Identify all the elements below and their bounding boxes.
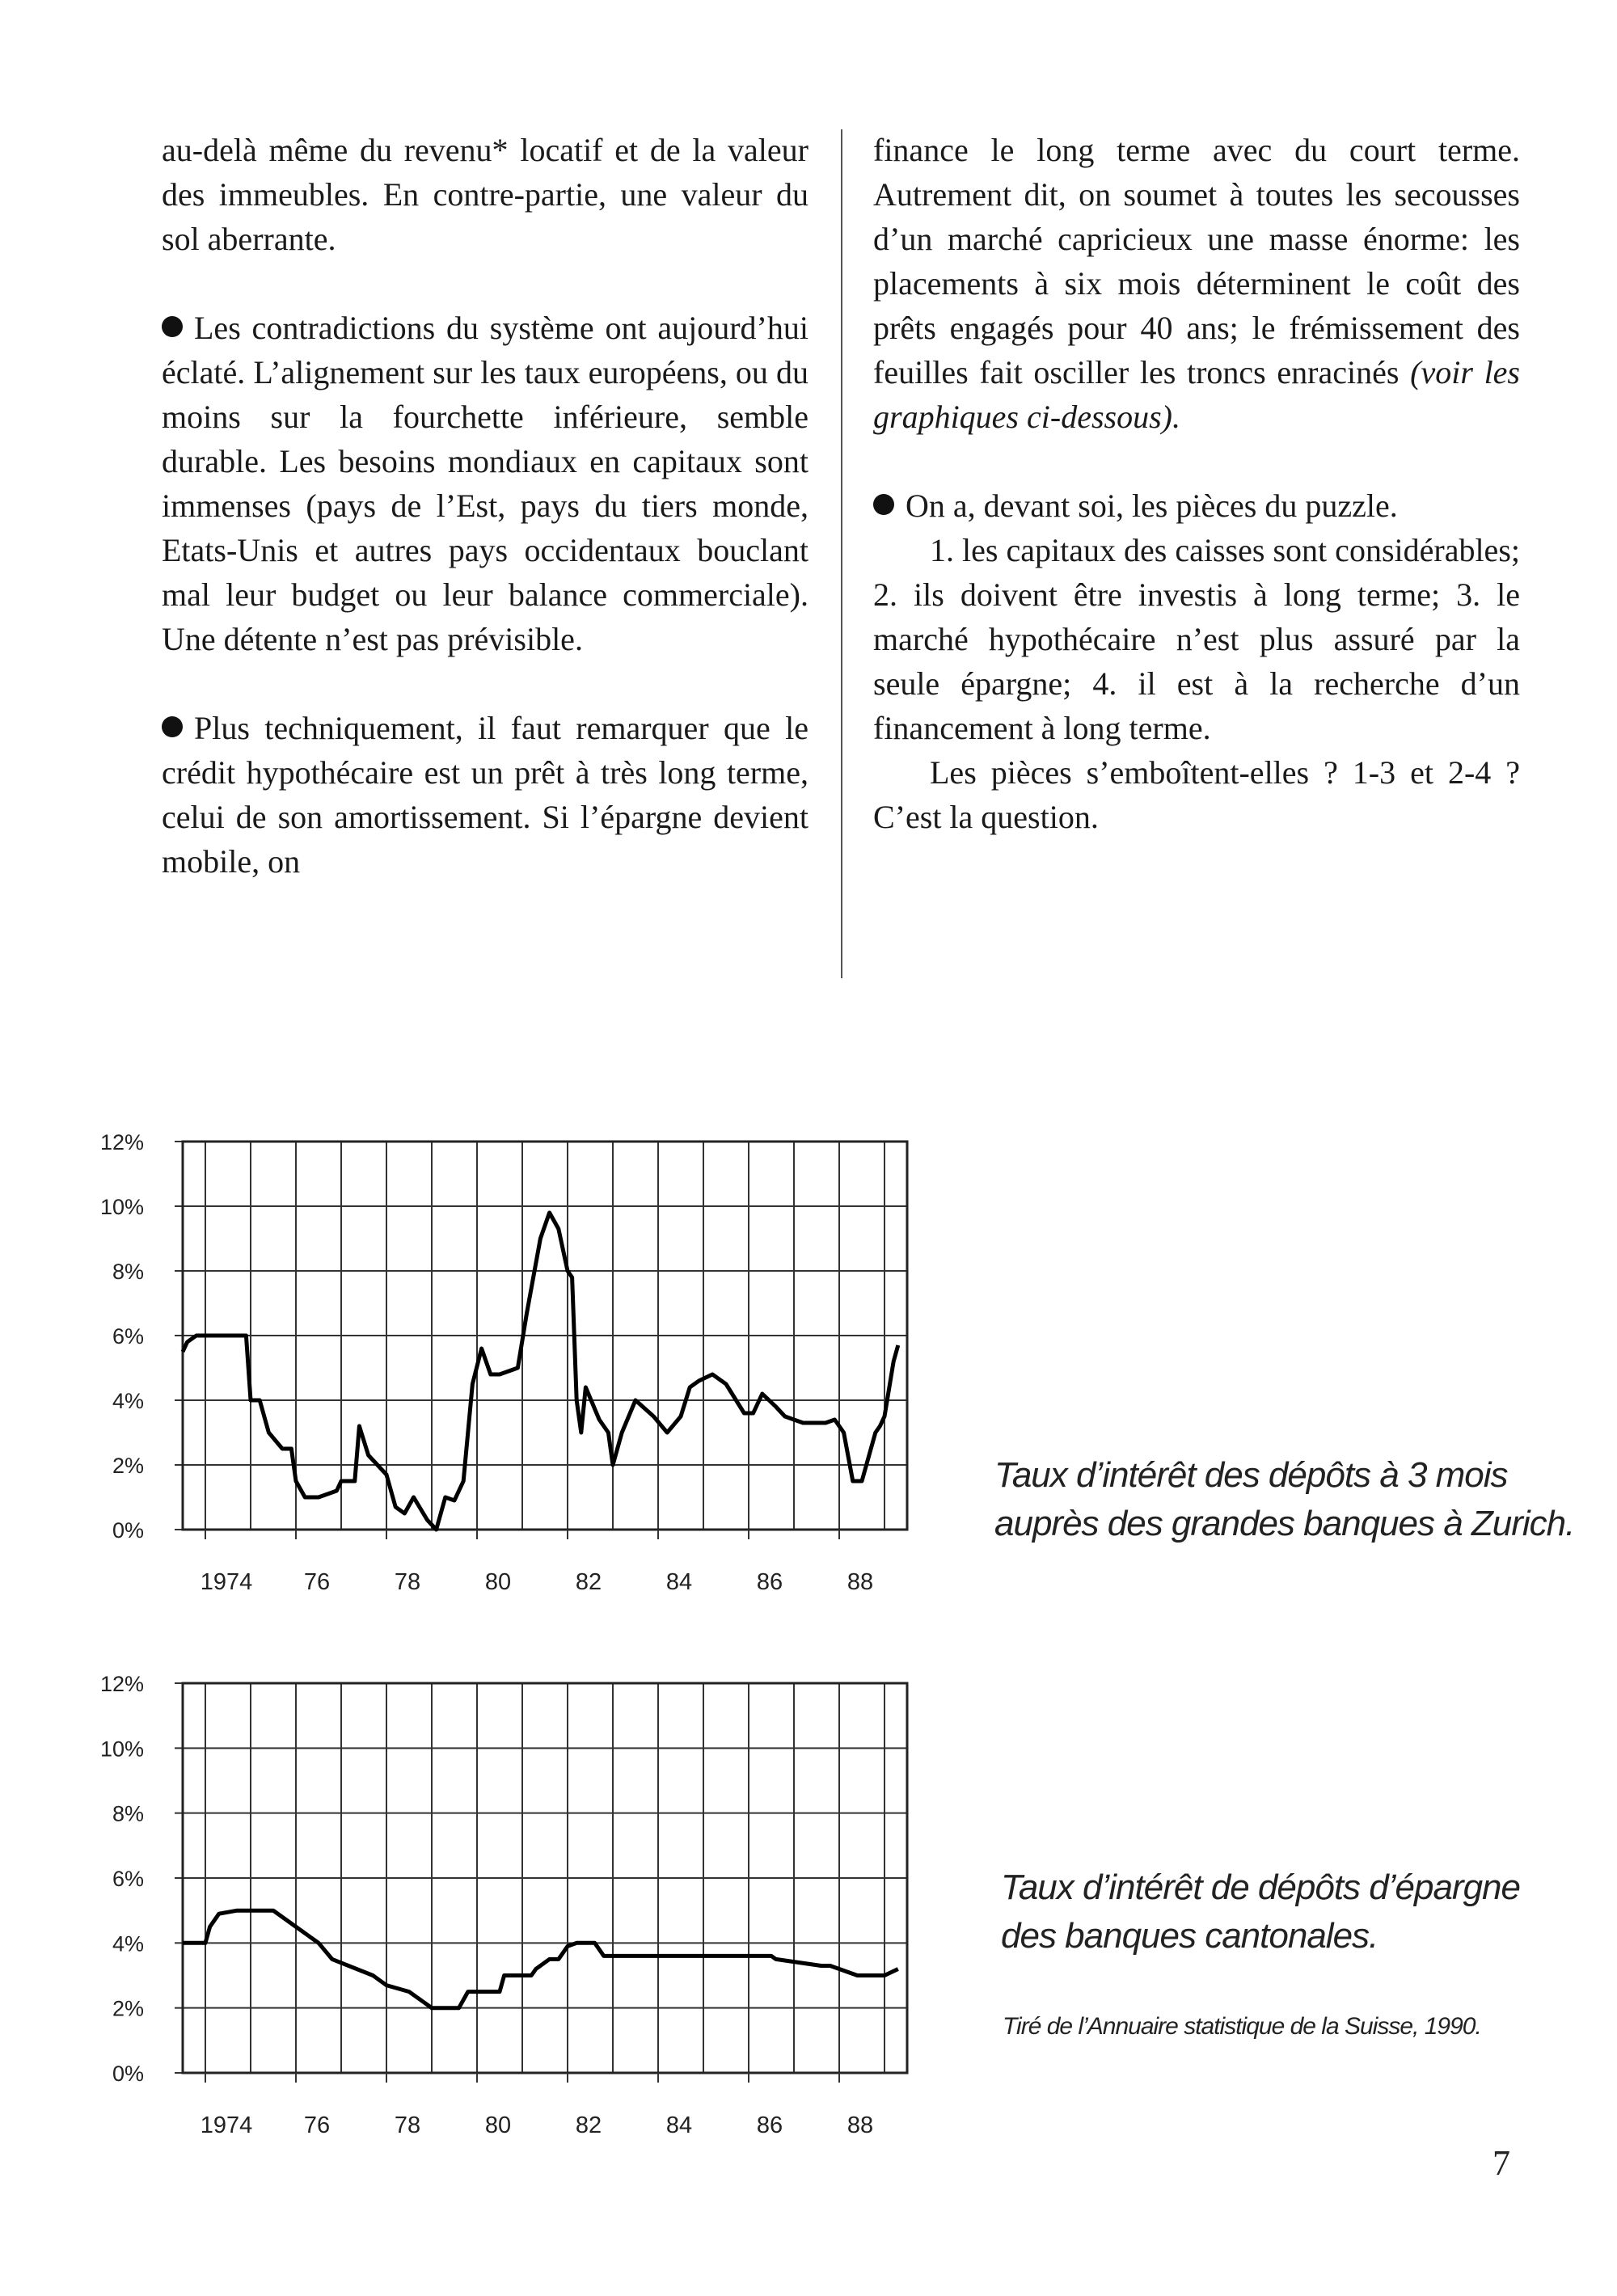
paragraph: au-delà même du revenu* locatif et de la valeur des immeubles. En contre-partie, une valeur du sol aberrante.: [162, 132, 808, 257]
y-tick-label: 6%: [112, 1324, 144, 1348]
y-tick-label: 2%: [112, 1454, 144, 1478]
y-tick-label: 8%: [112, 1260, 144, 1284]
x-tick-label: 86: [756, 1569, 783, 1595]
caption-bottom-chart: Taux d’intérêt de dépôts d’épargne des banques cantonales.: [1001, 1868, 1520, 1956]
y-tick-label: 12%: [99, 1672, 144, 1696]
x-tick-label: 1974: [200, 2112, 253, 2138]
x-tick-label: 84: [665, 2112, 693, 2138]
text-column-left: [162, 128, 808, 884]
series-line: [183, 1910, 898, 2008]
y-tick-label: 2%: [112, 1996, 144, 2021]
paragraph-text: finance le long terme avec du court terme. Autrement dit, on soumet à toutes les secousses d’un marché capricieux une masse énorme: les placements à six mois déterminent le coût des prêts engagés pour 40 ans; le frémissement des feuilles fait osciller les troncs enracinés: [873, 132, 1520, 390]
chart-short-term-deposit-rates: [0, 1116, 938, 1633]
page-number: 7: [1492, 2143, 1510, 2183]
y-tick-label: 0%: [112, 2062, 144, 2086]
x-tick-label: 86: [756, 2112, 783, 2138]
caption-source: Tiré de l’Annuaire statistique de la Suisse, 1990.: [1003, 2013, 1481, 2040]
x-tick-label: 76: [303, 1569, 331, 1595]
paragraph: 1. les capitaux des caisses sont considérables; 2. ils doivent être investis à long terme; 3. le marché hypothécaire n’est plus assuré par la seule épargne; 4. il est à la recherche d’un financement à long terme.: [873, 532, 1520, 746]
y-tick-label: 10%: [99, 1737, 144, 1762]
x-tick-label: 80: [484, 2112, 512, 2138]
paragraph: [162, 306, 808, 661]
bullet-icon: [873, 494, 894, 515]
bullet-icon: [162, 316, 183, 337]
bullet-icon: [162, 716, 183, 737]
x-tick-label: 88: [846, 2112, 874, 2138]
x-tick-label: 80: [484, 1569, 512, 1595]
y-tick-label: 12%: [99, 1130, 144, 1154]
paragraph: [162, 706, 808, 884]
y-tick-label: 6%: [112, 1867, 144, 1891]
paragraph-text: Plus techniquement, il faut remarquer que le crédit hypothécaire est un prêt à très long terme, celui de son amortissement. Si l’épargne devient mobile, on: [162, 710, 808, 880]
paragraph: Les pièces s’emboîtent-elles ? 1-3 et 2-4 ? C’est la question.: [873, 754, 1520, 835]
paragraph: [873, 128, 1520, 439]
chart-savings-deposit-rates: [0, 1657, 938, 2159]
paragraph-text: Les contradictions du système ont aujourd’hui éclaté. L’alignement sur les taux européens, ou du moins sur la fourchette inférieure, semble durable. Les besoins mondiaux en capitaux sont immenses (pays de l’Est, pays du tiers monde, Etats-Unis et autres pays occidentaux bouclant mal leur budget ou leur balance commerciale). Une détente n’est pas prévisible.: [162, 310, 808, 657]
figure-reference: (voir les graphiques ci-dessous).: [873, 354, 1521, 435]
y-tick-label: 4%: [112, 1931, 144, 1956]
column-divider: [841, 129, 842, 978]
x-tick-label: 88: [846, 1569, 874, 1595]
x-tick-label: 78: [394, 1569, 421, 1595]
paragraph-text: On a, devant soi, les pièces du puzzle.: [906, 487, 1398, 524]
x-tick-label: 82: [575, 2112, 602, 2138]
x-tick-label: 84: [665, 1569, 693, 1595]
caption-top-chart: Taux d’intérêt des dépôts à 3 mois auprès des grandes banques à Zurich.: [994, 1455, 1575, 1543]
x-tick-label: 82: [575, 1569, 602, 1595]
y-tick-label: 8%: [112, 1801, 144, 1826]
y-tick-label: 4%: [112, 1389, 144, 1413]
series-line: [183, 1213, 898, 1530]
x-tick-label: 1974: [200, 1569, 253, 1595]
x-tick-label: 78: [394, 2112, 421, 2138]
y-tick-label: 0%: [112, 1518, 144, 1543]
y-tick-label: 10%: [99, 1195, 144, 1219]
text-column-right: [873, 128, 1520, 839]
x-tick-label: 76: [303, 2112, 331, 2138]
paragraph: [873, 483, 1520, 528]
